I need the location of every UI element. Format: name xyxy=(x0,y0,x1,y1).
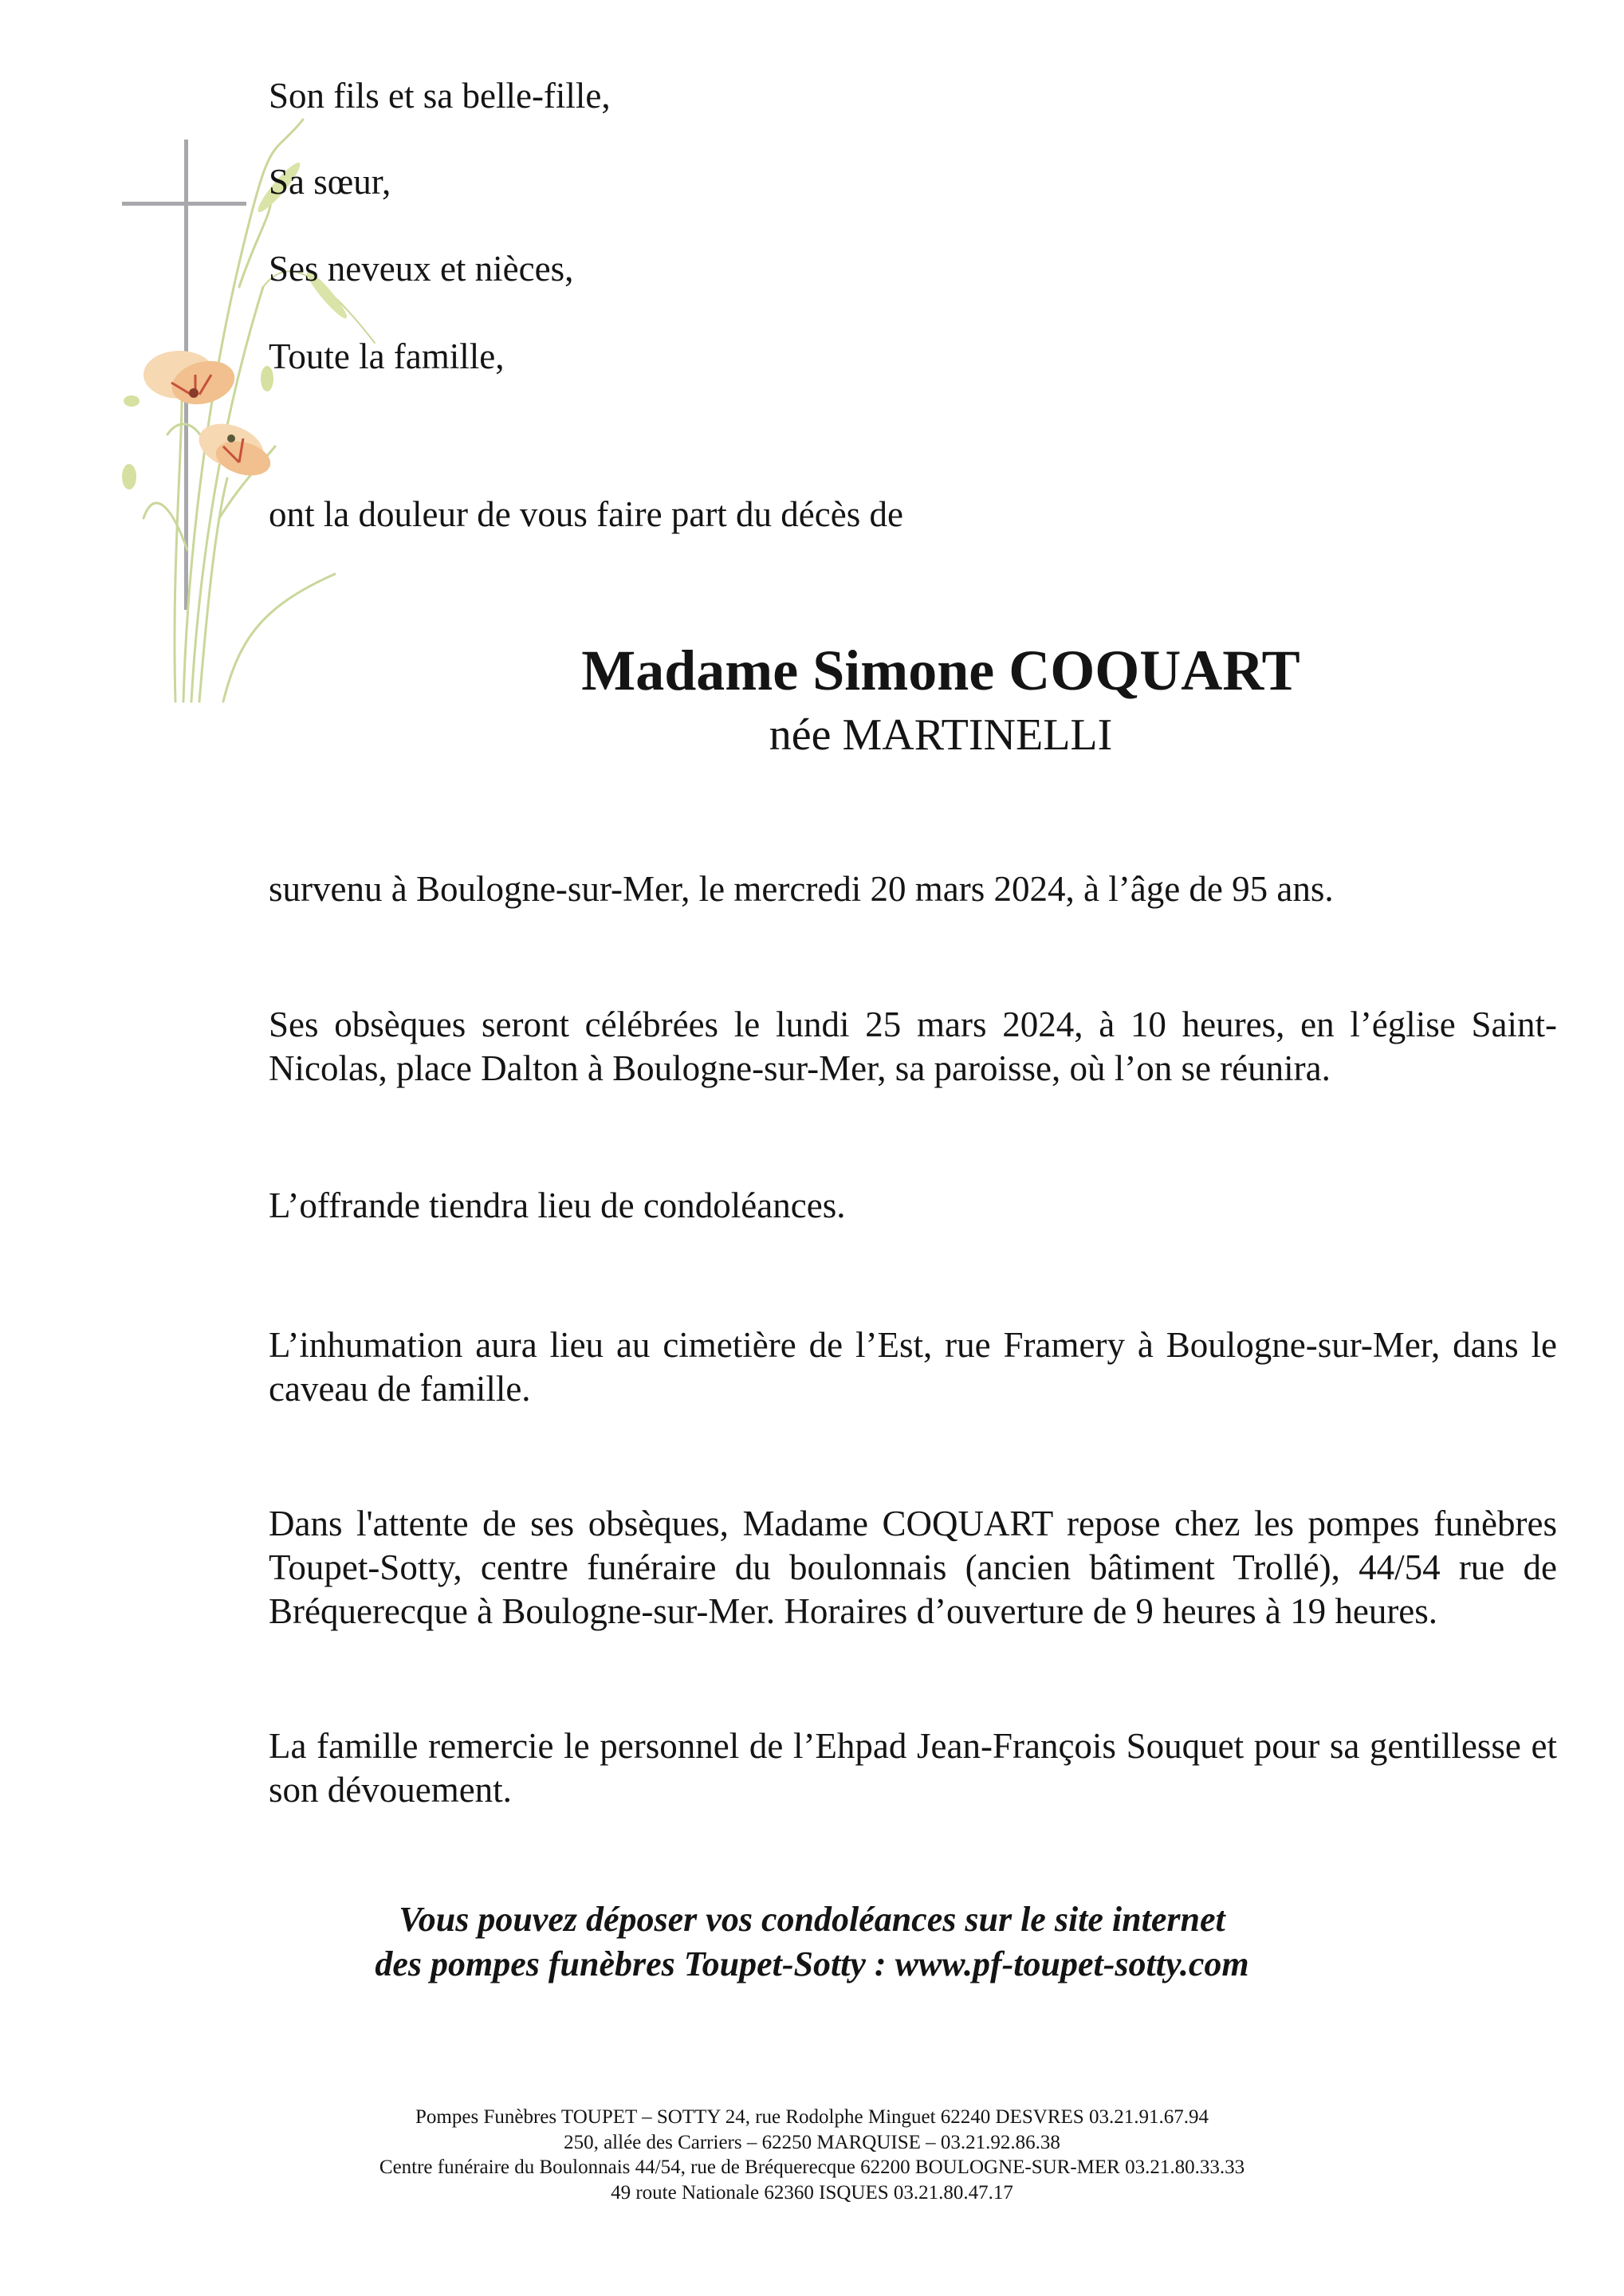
poppy-flower-upper xyxy=(144,351,239,411)
condolences-notice xyxy=(0,1897,1624,1987)
poppy-flower-lower xyxy=(193,415,274,481)
family-line-all: Toute la famille, xyxy=(269,336,505,376)
burial-paragraph: L’inhumation aura lieu au cimetière de l’Est, rue Framery à Boulogne-sur-Mer, dans le caveau de famille. xyxy=(269,1325,1557,1409)
offering-paragraph: L’offrande tiendra lieu de condoléances. xyxy=(269,1185,846,1225)
footer-line-marquise: 250, allée des Carriers – 62250 MARQUISE – 03.21.92.86.38 xyxy=(564,2131,1060,2153)
family-line-son: Son fils et sa belle-fille, xyxy=(269,76,611,116)
condolences-line-2: des pompes funèbres Toupet-Sotty : www.pf-toupet-sotty.com xyxy=(375,1944,1249,1983)
deceased-name: Madame Simone COQUART xyxy=(581,639,1300,702)
footer-line-boulogne: Centre funéraire du Boulonnais 44/54, rue de Bréquerecque 62200 BOULOGNE-SUR-MER 03.21.80.33.33 xyxy=(379,2156,1245,2178)
footer-line-isques: 49 route Nationale 62360 ISQUES 03.21.80.47.17 xyxy=(611,2181,1013,2204)
funeral-home-footer xyxy=(0,2105,1624,2205)
funeral-paragraph: Ses obsèques seront célébrées le lundi 25 mars 2024, à 10 heures, en l’église Saint-Nicolas, place Dalton à Boulogne-sur-Mer, sa paroisse, où l’on se réunira. xyxy=(269,1005,1557,1088)
family-line-sister: Sa sœur, xyxy=(269,162,391,202)
death-details-paragraph: survenu à Boulogne-sur-Mer, le mercredi 20 mars 2024, à l’âge de 95 ans. xyxy=(269,869,1334,909)
viewing-paragraph: Dans l'attente de ses obsèques, Madame COQUART repose chez les pompes funèbres Toupet-Sotty, centre funéraire du boulonnais (ancien bâtiment Trollé), 44/54 rue de Bréquerecque à Boulogne-sur-Mer. Horaires d’ouverture de 9 heures à 19 heures. xyxy=(269,1504,1557,1631)
deceased-maiden-name: née MARTINELLI xyxy=(769,710,1113,760)
family-line-nephews: Ses neveux et nièces, xyxy=(269,249,574,289)
footer-line-desvres: Pompes Funèbres TOUPET – SOTTY 24, rue Rodolphe Minguet 62240 DESVRES 03.21.91.67.94 xyxy=(415,2106,1209,2128)
thanks-paragraph: La famille remercie le personnel de l’Ehpad Jean-François Souquet pour sa gentillesse et son dévouement. xyxy=(269,1726,1557,1810)
announcement-line: ont la douleur de vous faire part du décès de xyxy=(269,494,903,534)
condolences-line-1: Vous pouvez déposer vos condoléances sur le site internet xyxy=(399,1900,1225,1939)
